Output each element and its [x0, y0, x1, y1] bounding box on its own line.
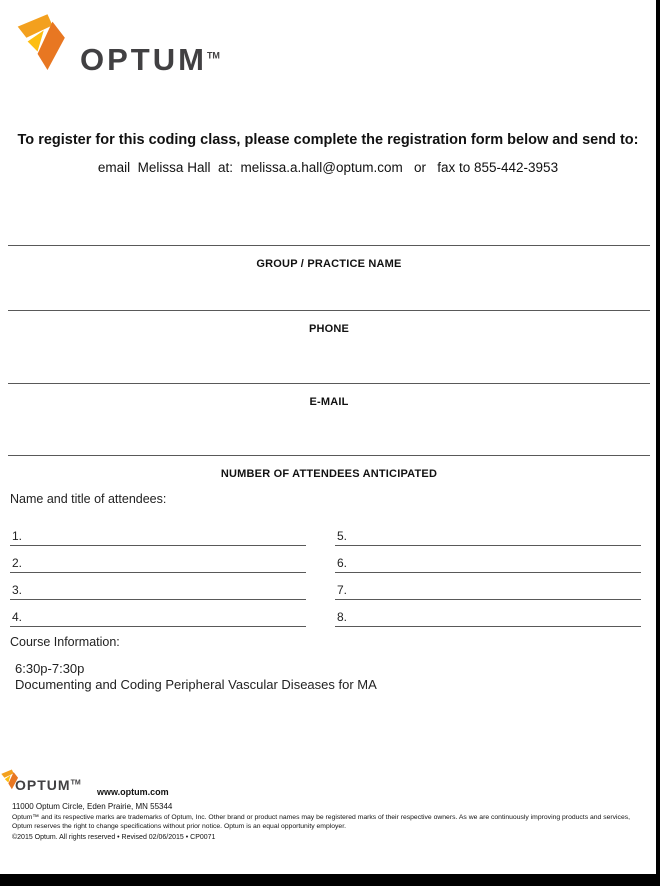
- footer-trademark-symbol: TM: [70, 779, 81, 787]
- attendee-number: 2.: [12, 556, 23, 570]
- attendee-number: 4.: [12, 610, 23, 624]
- attendee-list-right: [335, 519, 641, 627]
- footer-brand-name: OPTUM: [15, 777, 71, 793]
- footer-website: www.optum.com: [97, 787, 169, 797]
- attendee-line-5: [335, 519, 641, 546]
- right-edge-bar: [656, 0, 660, 886]
- footer-address: 11000 Optum Circle, Eden Prairie, MN 55344: [12, 802, 173, 811]
- attendee-line-6: [335, 546, 641, 573]
- attendee-line-1: [10, 519, 306, 546]
- field-label-number-of-attendees: NUMBER OF ATTENDEES ANTICIPATED: [220, 468, 438, 480]
- field-label-phone: PHONE: [308, 323, 350, 335]
- attendee-line-7: [335, 573, 641, 600]
- field-group-practice-name: [8, 245, 650, 270]
- attendee-number: 8.: [337, 610, 348, 624]
- attendee-line-3: [10, 573, 306, 600]
- attendee-number: 5.: [337, 529, 348, 543]
- field-email: [8, 383, 650, 408]
- attendee-number: 3.: [12, 583, 23, 597]
- brand-name: OPTUM: [80, 42, 207, 77]
- trademark-symbol: TM: [206, 50, 220, 61]
- attendee-line-8: [335, 600, 641, 627]
- field-number-of-attendees: [8, 455, 650, 480]
- bottom-edge-bar: [0, 874, 660, 886]
- registration-contact-line: email Melissa Hall at: melissa.a.hall@optum.com or fax to 855-442-3953: [97, 160, 559, 175]
- footer-brand-wordmark: [15, 777, 81, 793]
- attendee-number: 6.: [337, 556, 348, 570]
- attendee-line-4: [10, 600, 306, 627]
- field-phone: [8, 310, 650, 335]
- brand-wordmark: [80, 42, 220, 78]
- attendee-number: 7.: [337, 583, 348, 597]
- attendee-line-2: [10, 546, 306, 573]
- footer-legal-text: Optum™ and its respective marks are trademarks of Optum, Inc. Other brand or product names may be registered marks of their respective owners. As we are continuously improving products and services, Optum reserves the right to change specifications without prior notice. Optum is an equal opportunity employer.: [12, 814, 631, 831]
- registration-instruction: To register for this coding class, please complete the registration form below and send to:: [17, 132, 639, 148]
- course-title: Documenting and Coding Peripheral Vascular Diseases for MA: [15, 677, 377, 692]
- optum-logo-icon: [14, 10, 76, 78]
- attendee-list-left: [10, 519, 306, 627]
- footer-copyright: ©2015 Optum. All rights reserved • Revised 02/06/2015 • CP0071: [12, 834, 216, 841]
- field-label-email: E-MAIL: [309, 396, 349, 408]
- attendees-heading: Name and title of attendees:: [10, 492, 167, 506]
- course-information-heading: Course Information:: [10, 635, 120, 649]
- attendee-number: 1.: [12, 529, 23, 543]
- course-time: 6:30p-7:30p: [15, 661, 85, 676]
- field-label-group-practice-name: GROUP / PRACTICE NAME: [256, 258, 402, 270]
